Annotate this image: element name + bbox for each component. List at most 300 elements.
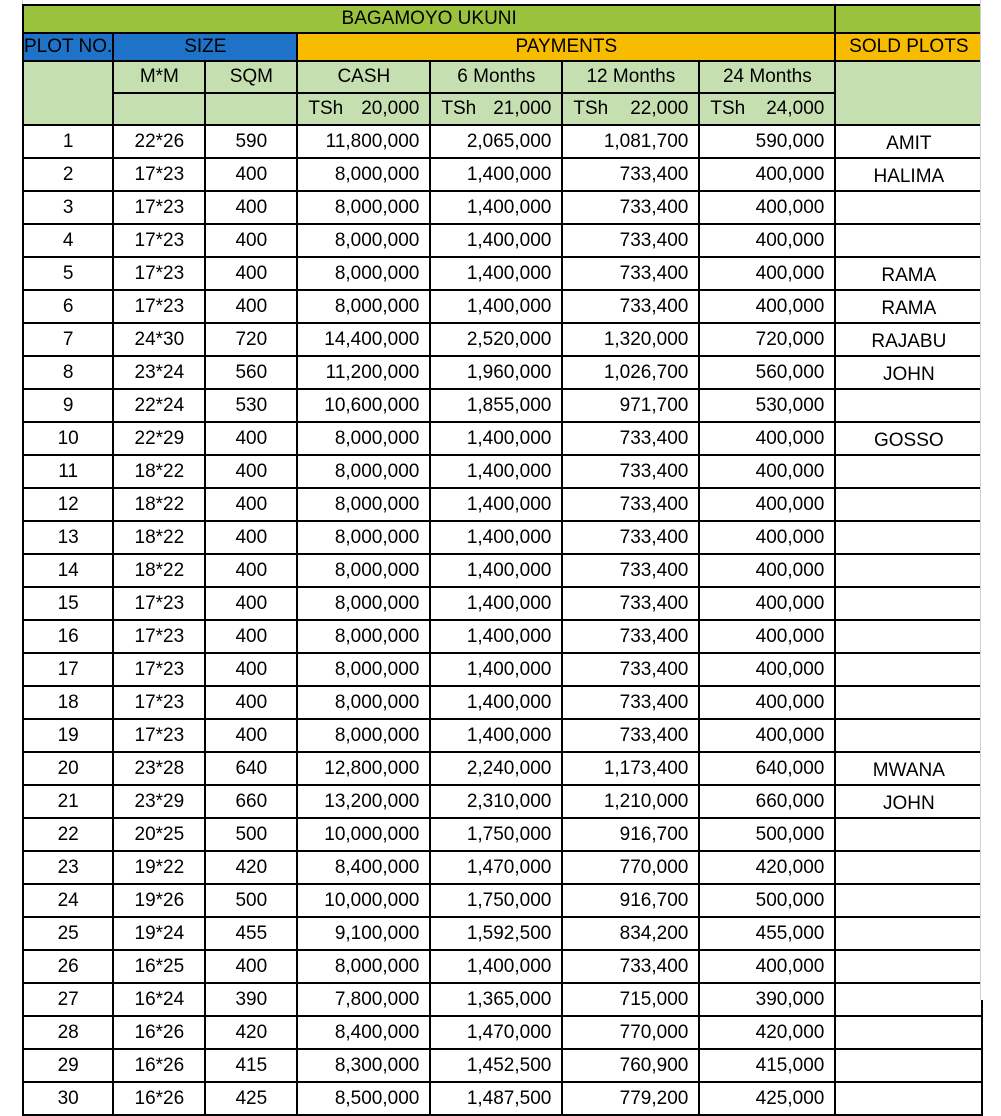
twentyfour-months-cell[interactable]: 400,000	[699, 290, 835, 323]
six-months-cell[interactable]: 1,400,000	[430, 455, 562, 488]
cash-cell[interactable]: 8,000,000	[297, 158, 430, 191]
sold-plots-subheader[interactable]	[835, 61, 982, 125]
cash-cell[interactable]: 8,000,000	[297, 521, 430, 554]
twentyfour-months-cell[interactable]: 530,000	[699, 389, 835, 422]
dimensions-cell[interactable]: 19*22	[113, 851, 205, 884]
sold-to-cell[interactable]: RAMA	[835, 257, 982, 290]
dimensions-cell[interactable]: 16*26	[113, 1016, 205, 1049]
cash-cell[interactable]: 8,000,000	[297, 455, 430, 488]
six-months-cell[interactable]: 1,592,500	[430, 917, 562, 950]
twelve-months-cell[interactable]: 733,400	[562, 422, 699, 455]
plot-no-subheader[interactable]	[23, 61, 113, 125]
sqm-cell[interactable]: 420	[205, 1016, 297, 1049]
twentyfour-months-cell[interactable]: 415,000	[699, 1049, 835, 1082]
sold-to-cell[interactable]	[835, 851, 982, 884]
plot-no-cell[interactable]: 12	[23, 488, 113, 521]
twentyfour-months-cell[interactable]: 400,000	[699, 191, 835, 224]
six-months-cell[interactable]: 1,487,500	[430, 1082, 562, 1115]
dimensions-cell[interactable]: 17*23	[113, 587, 205, 620]
sold-to-cell[interactable]	[835, 686, 982, 719]
sqm-cell[interactable]: 500	[205, 884, 297, 917]
cash-cell[interactable]: 8,000,000	[297, 719, 430, 752]
six-months-cell[interactable]: 2,240,000	[430, 752, 562, 785]
cash-cell[interactable]: 7,800,000	[297, 983, 430, 1016]
twentyfour-months-cell[interactable]: 400,000	[699, 422, 835, 455]
sold-to-cell[interactable]: JOHN	[835, 356, 982, 389]
plots-table	[22, 4, 983, 1116]
dimensions-cell[interactable]: 23*24	[113, 356, 205, 389]
currency-label: TSh	[710, 98, 746, 119]
twentyfour-months-cell[interactable]: 720,000	[699, 323, 835, 356]
dimensions-cell[interactable]: 16*26	[113, 1082, 205, 1115]
cash-cell[interactable]: 9,100,000	[297, 917, 430, 950]
table-row	[23, 620, 982, 653]
dimensions-cell[interactable]: 22*24	[113, 389, 205, 422]
twelve-months-cell[interactable]: 760,900	[562, 1049, 699, 1082]
twelve-months-cell[interactable]: 733,400	[562, 455, 699, 488]
plot-no-cell[interactable]: 3	[23, 191, 113, 224]
sold-to-cell[interactable]	[835, 521, 982, 554]
sold-to-cell[interactable]	[835, 488, 982, 521]
twelve-months-cell[interactable]: 770,000	[562, 1016, 699, 1049]
table-row	[23, 224, 982, 257]
six-months-cell[interactable]: 1,365,000	[430, 983, 562, 1016]
sqm-cell[interactable]: 640	[205, 752, 297, 785]
six-months-cell[interactable]: 1,470,000	[430, 851, 562, 884]
sqm-cell[interactable]: 400	[205, 950, 297, 983]
cash-cell[interactable]: 8,300,000	[297, 1049, 430, 1082]
six-months-cell[interactable]: 1,400,000	[430, 224, 562, 257]
sqm-cell[interactable]: 400	[205, 620, 297, 653]
dimensions-cell[interactable]: 19*26	[113, 884, 205, 917]
dimensions-cell[interactable]: 18*22	[113, 488, 205, 521]
twentyfour-months-cell[interactable]: 420,000	[699, 1016, 835, 1049]
cash-cell[interactable]: 11,200,000	[297, 356, 430, 389]
sold-to-cell[interactable]	[835, 983, 982, 1016]
dimensions-cell[interactable]: 22*29	[113, 422, 205, 455]
table-row	[23, 290, 982, 323]
sheet-title[interactable]: BAGAMOYO UKUNI	[23, 5, 835, 33]
dimensions-cell[interactable]: 16*24	[113, 983, 205, 1016]
twentyfour-months-cell[interactable]: 400,000	[699, 455, 835, 488]
table-row	[23, 521, 982, 554]
twentyfour-months-cell[interactable]: 400,000	[699, 521, 835, 554]
six-months-cell[interactable]: 1,750,000	[430, 818, 562, 851]
sqm-cell[interactable]: 400	[205, 554, 297, 587]
plot-no-cell[interactable]: 28	[23, 1016, 113, 1049]
sold-to-cell[interactable]	[835, 719, 982, 752]
six-months-cell[interactable]: 2,520,000	[430, 323, 562, 356]
twelve-rate-cell[interactable]	[562, 93, 699, 125]
cash-cell[interactable]: 8,400,000	[297, 851, 430, 884]
twelve-months-cell[interactable]: 779,200	[562, 1082, 699, 1115]
dimensions-cell[interactable]: 23*28	[113, 752, 205, 785]
sqm-cell[interactable]: 590	[205, 125, 297, 158]
twelve-months-cell[interactable]: 916,700	[562, 884, 699, 917]
six-rate: 21,000	[493, 98, 552, 119]
twelve-months-cell[interactable]: 733,400	[562, 488, 699, 521]
twentyfour-months-cell[interactable]: 400,000	[699, 257, 835, 290]
twentyfour-rate: 24,000	[766, 98, 825, 119]
twelve-months-cell[interactable]: 1,173,400	[562, 752, 699, 785]
twelve-months-cell[interactable]: 1,210,000	[562, 785, 699, 818]
plot-no-cell[interactable]: 22	[23, 818, 113, 851]
six-months-cell[interactable]: 1,960,000	[430, 356, 562, 389]
plot-no-cell[interactable]: 23	[23, 851, 113, 884]
dimensions-cell[interactable]: 16*25	[113, 950, 205, 983]
plot-no-cell[interactable]: 16	[23, 620, 113, 653]
next-column-edge	[980, 0, 1001, 1000]
dimensions-cell[interactable]: 17*23	[113, 653, 205, 686]
sqm-cell[interactable]: 400	[205, 455, 297, 488]
twentyfour-months-cell[interactable]: 400,000	[699, 587, 835, 620]
twelve-months-cell[interactable]: 733,400	[562, 290, 699, 323]
six-rate-cell[interactable]	[430, 93, 562, 125]
plot-no-cell[interactable]: 1	[23, 125, 113, 158]
plot-no-cell[interactable]: 9	[23, 389, 113, 422]
twentyfour-months-cell[interactable]: 400,000	[699, 224, 835, 257]
plot-no-cell[interactable]: 7	[23, 323, 113, 356]
dimensions-cell[interactable]: 22*26	[113, 125, 205, 158]
twelve-months-cell[interactable]: 916,700	[562, 818, 699, 851]
dimensions-cell[interactable]: 17*23	[113, 620, 205, 653]
twentyfour-months-cell[interactable]: 500,000	[699, 818, 835, 851]
twentyfour-months-cell[interactable]: 400,000	[699, 488, 835, 521]
cash-cell[interactable]: 8,000,000	[297, 488, 430, 521]
payments-header[interactable]: PAYMENTS	[297, 33, 835, 61]
sqm-cell[interactable]: 530	[205, 389, 297, 422]
six-months-cell[interactable]: 1,400,000	[430, 488, 562, 521]
six-months-cell[interactable]: 1,400,000	[430, 191, 562, 224]
sold-to-cell[interactable]: AMIT	[835, 125, 982, 158]
dimensions-cell[interactable]: 16*26	[113, 1049, 205, 1082]
plot-no-cell[interactable]: 18	[23, 686, 113, 719]
sqm-cell[interactable]: 500	[205, 818, 297, 851]
twelve-months-cell[interactable]: 733,400	[562, 950, 699, 983]
table-row	[23, 488, 982, 521]
plot-no-cell[interactable]: 30	[23, 1082, 113, 1115]
twelve-months-cell[interactable]: 733,400	[562, 620, 699, 653]
cash-cell[interactable]: 10,000,000	[297, 818, 430, 851]
dimensions-cell[interactable]: 17*23	[113, 191, 205, 224]
sqm-cell[interactable]: 400	[205, 191, 297, 224]
six-months-cell[interactable]: 1,400,000	[430, 554, 562, 587]
sqm-cell[interactable]: 660	[205, 785, 297, 818]
sqm-cell[interactable]: 400	[205, 290, 297, 323]
sold-to-cell[interactable]	[835, 917, 982, 950]
sold-to-cell[interactable]	[835, 1049, 982, 1082]
table-row	[23, 356, 982, 389]
sold-to-cell[interactable]	[835, 884, 982, 917]
dimensions-cell[interactable]: 18*22	[113, 554, 205, 587]
twelve-months-cell[interactable]: 733,400	[562, 521, 699, 554]
table-row	[23, 917, 982, 950]
twentyfour-months-header[interactable]: 24 Months	[699, 61, 835, 93]
twentyfour-months-cell[interactable]: 560,000	[699, 356, 835, 389]
sold-plots-header[interactable]: SOLD PLOTS	[835, 33, 982, 61]
sold-to-cell[interactable]	[835, 818, 982, 851]
mm-header[interactable]: M*M	[113, 61, 205, 93]
sqm-cell[interactable]: 400	[205, 422, 297, 455]
six-months-header[interactable]: 6 Months	[430, 61, 562, 93]
six-months-cell[interactable]: 1,400,000	[430, 587, 562, 620]
cash-cell[interactable]: 12,800,000	[297, 752, 430, 785]
table-row	[23, 587, 982, 620]
six-months-cell[interactable]: 2,065,000	[430, 125, 562, 158]
six-months-cell[interactable]: 1,400,000	[430, 158, 562, 191]
twentyfour-months-cell[interactable]: 400,000	[699, 719, 835, 752]
cash-rate: 20,000	[361, 98, 420, 119]
sold-to-cell[interactable]	[835, 191, 982, 224]
dimensions-cell[interactable]: 17*23	[113, 719, 205, 752]
sold-to-cell[interactable]: GOSSO	[835, 422, 982, 455]
dimensions-cell[interactable]: 17*23	[113, 257, 205, 290]
twentyfour-months-cell[interactable]: 400,000	[699, 554, 835, 587]
sqm-rate-cell[interactable]	[205, 93, 297, 125]
twentyfour-months-cell[interactable]: 500,000	[699, 884, 835, 917]
twentyfour-months-cell[interactable]: 455,000	[699, 917, 835, 950]
six-months-cell[interactable]: 1,750,000	[430, 884, 562, 917]
cash-cell[interactable]: 8,000,000	[297, 422, 430, 455]
six-months-cell[interactable]: 1,470,000	[430, 1016, 562, 1049]
twelve-months-cell[interactable]: 733,400	[562, 719, 699, 752]
cash-cell[interactable]: 8,000,000	[297, 554, 430, 587]
currency-label: TSh	[441, 98, 477, 119]
sqm-cell[interactable]: 400	[205, 521, 297, 554]
mm-rate-cell[interactable]	[113, 93, 205, 125]
table-row	[23, 884, 982, 917]
sold-to-cell[interactable]	[835, 1082, 982, 1115]
six-months-cell[interactable]: 1,400,000	[430, 719, 562, 752]
table-row	[23, 653, 982, 686]
twelve-months-cell[interactable]: 733,400	[562, 158, 699, 191]
sqm-cell[interactable]: 400	[205, 653, 297, 686]
sold-to-cell[interactable]: MWANA	[835, 752, 982, 785]
plot-no-cell[interactable]: 6	[23, 290, 113, 323]
sqm-cell[interactable]: 560	[205, 356, 297, 389]
table-row	[23, 686, 982, 719]
sqm-cell[interactable]: 400	[205, 158, 297, 191]
sold-to-cell[interactable]: JOHN	[835, 785, 982, 818]
sqm-cell[interactable]: 400	[205, 488, 297, 521]
sold-to-cell[interactable]: RAMA	[835, 290, 982, 323]
twelve-months-header[interactable]: 12 Months	[562, 61, 699, 93]
six-months-cell[interactable]: 2,310,000	[430, 785, 562, 818]
twentyfour-rate-cell[interactable]	[699, 93, 835, 125]
table-row	[23, 191, 982, 224]
sqm-cell[interactable]: 400	[205, 719, 297, 752]
twentyfour-months-cell[interactable]: 400,000	[699, 158, 835, 191]
sold-to-cell[interactable]	[835, 1016, 982, 1049]
twelve-months-cell[interactable]: 733,400	[562, 554, 699, 587]
table-row	[23, 455, 982, 488]
table-row	[23, 752, 982, 785]
row-gutter	[0, 0, 23, 1000]
sold-to-cell[interactable]	[835, 620, 982, 653]
plot-no-cell[interactable]: 8	[23, 356, 113, 389]
twelve-months-cell[interactable]: 715,000	[562, 983, 699, 1016]
sqm-cell[interactable]: 400	[205, 224, 297, 257]
cash-cell[interactable]: 11,800,000	[297, 125, 430, 158]
table-row	[23, 389, 982, 422]
dimensions-cell[interactable]: 24*30	[113, 323, 205, 356]
sold-to-cell[interactable]	[835, 224, 982, 257]
cash-cell[interactable]: 10,000,000	[297, 884, 430, 917]
plot-no-cell[interactable]: 27	[23, 983, 113, 1016]
sold-to-cell[interactable]	[835, 389, 982, 422]
six-months-cell[interactable]: 1,400,000	[430, 686, 562, 719]
six-months-cell[interactable]: 1,400,000	[430, 290, 562, 323]
sqm-cell[interactable]: 400	[205, 257, 297, 290]
dimensions-cell[interactable]: 20*25	[113, 818, 205, 851]
dimensions-cell[interactable]: 18*22	[113, 455, 205, 488]
cash-cell[interactable]: 14,400,000	[297, 323, 430, 356]
twentyfour-months-cell[interactable]: 425,000	[699, 1082, 835, 1115]
cash-cell[interactable]: 8,000,000	[297, 950, 430, 983]
cash-cell[interactable]: 10,600,000	[297, 389, 430, 422]
table-row	[23, 422, 982, 455]
twentyfour-months-cell[interactable]: 400,000	[699, 686, 835, 719]
six-months-cell[interactable]: 1,400,000	[430, 422, 562, 455]
six-months-cell[interactable]: 1,400,000	[430, 521, 562, 554]
size-header[interactable]: SIZE	[113, 33, 297, 61]
twentyfour-months-cell[interactable]: 400,000	[699, 653, 835, 686]
plot-no-cell[interactable]: 13	[23, 521, 113, 554]
sqm-cell[interactable]: 415	[205, 1049, 297, 1082]
plot-no-cell[interactable]: 19	[23, 719, 113, 752]
dimensions-cell[interactable]: 19*24	[113, 917, 205, 950]
sold-to-cell[interactable]	[835, 653, 982, 686]
cash-cell[interactable]: 8,000,000	[297, 686, 430, 719]
table-row	[23, 158, 982, 191]
dimensions-cell[interactable]: 17*23	[113, 158, 205, 191]
plot-no-cell[interactable]: 26	[23, 950, 113, 983]
six-months-cell[interactable]: 1,400,000	[430, 653, 562, 686]
table-row	[23, 719, 982, 752]
twelve-rate: 22,000	[630, 98, 689, 119]
table-row	[23, 1082, 982, 1115]
twelve-months-cell[interactable]: 1,026,700	[562, 356, 699, 389]
cash-cell[interactable]: 13,200,000	[297, 785, 430, 818]
cash-cell[interactable]: 8,400,000	[297, 1016, 430, 1049]
twelve-months-cell[interactable]: 971,700	[562, 389, 699, 422]
cash-cell[interactable]: 8,500,000	[297, 1082, 430, 1115]
plot-no-header[interactable]: PLOT NO.	[23, 33, 113, 61]
twelve-months-cell[interactable]: 770,000	[562, 851, 699, 884]
plot-no-cell[interactable]: 29	[23, 1049, 113, 1082]
sqm-cell[interactable]: 720	[205, 323, 297, 356]
sqm-cell[interactable]: 420	[205, 851, 297, 884]
plot-no-cell[interactable]: 15	[23, 587, 113, 620]
table-row	[23, 950, 982, 983]
six-months-cell[interactable]: 1,400,000	[430, 950, 562, 983]
twentyfour-months-cell[interactable]: 660,000	[699, 785, 835, 818]
plot-no-cell[interactable]: 11	[23, 455, 113, 488]
sold-to-cell[interactable]	[835, 455, 982, 488]
six-months-cell[interactable]: 1,855,000	[430, 389, 562, 422]
plot-no-cell[interactable]: 4	[23, 224, 113, 257]
sqm-cell[interactable]: 400	[205, 587, 297, 620]
plot-no-cell[interactable]: 24	[23, 884, 113, 917]
cash-cell[interactable]: 8,000,000	[297, 587, 430, 620]
plot-no-cell[interactable]: 2	[23, 158, 113, 191]
cash-cell[interactable]: 8,000,000	[297, 290, 430, 323]
sold-to-cell[interactable]: RAJABU	[835, 323, 982, 356]
table-row	[23, 1049, 982, 1082]
plot-no-cell[interactable]: 5	[23, 257, 113, 290]
cash-cell[interactable]: 8,000,000	[297, 224, 430, 257]
sqm-cell[interactable]: 425	[205, 1082, 297, 1115]
sqm-cell[interactable]: 400	[205, 686, 297, 719]
twentyfour-months-cell[interactable]: 390,000	[699, 983, 835, 1016]
cash-rate-cell[interactable]	[297, 93, 430, 125]
table-row	[23, 785, 982, 818]
cash-cell[interactable]: 8,000,000	[297, 653, 430, 686]
plot-no-cell[interactable]: 25	[23, 917, 113, 950]
dimensions-cell[interactable]: 17*23	[113, 686, 205, 719]
plot-no-cell[interactable]: 10	[23, 422, 113, 455]
title-extra-cell[interactable]	[835, 5, 982, 33]
dimensions-cell[interactable]: 18*22	[113, 521, 205, 554]
cash-cell[interactable]: 8,000,000	[297, 620, 430, 653]
table-row	[23, 818, 982, 851]
plot-no-cell[interactable]: 20	[23, 752, 113, 785]
twentyfour-months-cell[interactable]: 590,000	[699, 125, 835, 158]
table-row	[23, 323, 982, 356]
twelve-months-cell[interactable]: 733,400	[562, 257, 699, 290]
table-row	[23, 983, 982, 1016]
sold-to-cell[interactable]	[835, 587, 982, 620]
twentyfour-months-cell[interactable]: 400,000	[699, 950, 835, 983]
sold-to-cell[interactable]	[835, 554, 982, 587]
plot-no-cell[interactable]: 21	[23, 785, 113, 818]
plot-no-cell[interactable]: 14	[23, 554, 113, 587]
sqm-cell[interactable]: 455	[205, 917, 297, 950]
twelve-months-cell[interactable]: 733,400	[562, 587, 699, 620]
sqm-header[interactable]: SQM	[205, 61, 297, 93]
table-row	[23, 554, 982, 587]
cash-cell[interactable]: 8,000,000	[297, 257, 430, 290]
six-months-cell[interactable]: 1,452,500	[430, 1049, 562, 1082]
twelve-months-cell[interactable]: 1,320,000	[562, 323, 699, 356]
cash-cell[interactable]: 8,000,000	[297, 191, 430, 224]
table-row	[23, 851, 982, 884]
dimensions-cell[interactable]: 17*23	[113, 224, 205, 257]
dimensions-cell[interactable]: 23*29	[113, 785, 205, 818]
twelve-months-cell[interactable]: 733,400	[562, 686, 699, 719]
table-row	[23, 257, 982, 290]
twelve-months-cell[interactable]: 733,400	[562, 224, 699, 257]
twelve-months-cell[interactable]: 733,400	[562, 653, 699, 686]
six-months-cell[interactable]: 1,400,000	[430, 257, 562, 290]
dimensions-cell[interactable]: 17*23	[113, 290, 205, 323]
sqm-cell[interactable]: 390	[205, 983, 297, 1016]
sold-to-cell[interactable]: HALIMA	[835, 158, 982, 191]
six-months-cell[interactable]: 1,400,000	[430, 620, 562, 653]
twentyfour-months-cell[interactable]: 420,000	[699, 851, 835, 884]
twelve-months-cell[interactable]: 1,081,700	[562, 125, 699, 158]
currency-label: TSh	[308, 98, 344, 119]
twelve-months-cell[interactable]: 834,200	[562, 917, 699, 950]
plot-no-cell[interactable]: 17	[23, 653, 113, 686]
sold-to-cell[interactable]	[835, 950, 982, 983]
cash-header[interactable]: CASH	[297, 61, 430, 93]
table-row	[23, 1016, 982, 1049]
currency-label: TSh	[573, 98, 609, 119]
twentyfour-months-cell[interactable]: 400,000	[699, 620, 835, 653]
twentyfour-months-cell[interactable]: 640,000	[699, 752, 835, 785]
twelve-months-cell[interactable]: 733,400	[562, 191, 699, 224]
